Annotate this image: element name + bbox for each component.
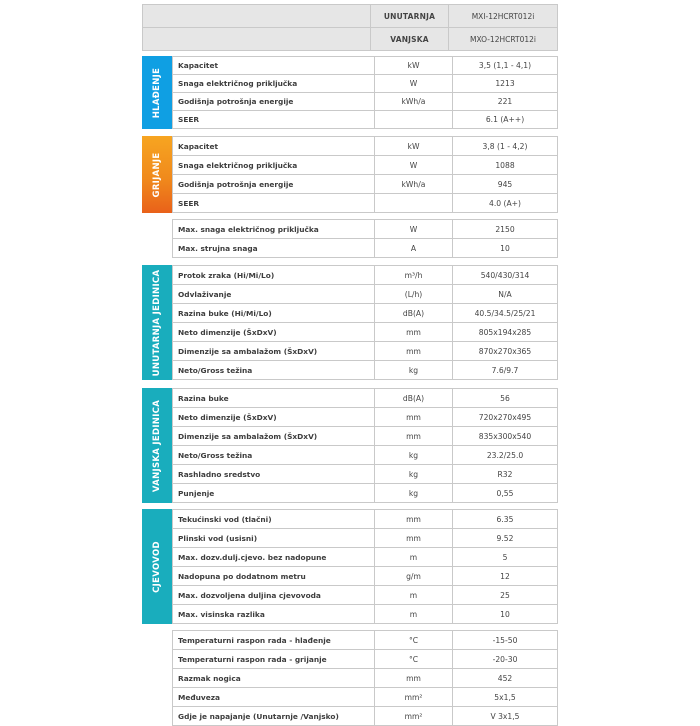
spec-value: N/A — [498, 289, 512, 299]
spec-name: Razmak nogica — [173, 669, 375, 687]
spec-name: Godišnja potrošnja energije — [173, 175, 375, 193]
table-row — [173, 342, 557, 361]
spec-value: 6.35 — [496, 514, 514, 524]
table-row — [173, 175, 557, 194]
section-label — [142, 136, 172, 213]
table-row — [173, 465, 557, 484]
spec-unit: mm — [375, 342, 453, 360]
table-row — [173, 605, 557, 623]
spec-value: 1213 — [495, 79, 515, 88]
spec-unit: A — [375, 239, 453, 257]
spec-value: 12 — [500, 571, 510, 581]
spec-value: 5 — [502, 552, 508, 562]
spec-unit: m — [375, 605, 453, 623]
table-row — [173, 266, 557, 285]
spec-name: Max. visinska razlika — [173, 605, 375, 623]
spec-unit: mm — [375, 529, 453, 547]
spec-value: 10 — [500, 609, 510, 619]
spec-value: R32 — [497, 469, 513, 479]
table-header — [142, 4, 558, 51]
section-label — [142, 219, 172, 258]
spec-value: 1088 — [495, 160, 515, 170]
spec-name: Dimenzije sa ambalažom (ŠxDxV) — [173, 342, 375, 360]
spec-value: 221 — [497, 97, 513, 106]
table-row — [173, 484, 557, 502]
table-row — [173, 93, 557, 111]
spec-unit: mm — [375, 669, 453, 687]
spec-unit: mm — [375, 408, 453, 426]
spec-value: V 3x1,5 — [490, 711, 520, 721]
section-hladenje — [142, 56, 558, 129]
spec-value: 835x300x540 — [478, 431, 532, 441]
spec-value: 23.2/25.0 — [486, 450, 524, 460]
spec-value: 7.6/9.7 — [491, 365, 519, 375]
section-rows — [172, 509, 558, 624]
table-row — [173, 669, 557, 688]
spec-value: 3,5 (1,1 - 4,1) — [478, 61, 532, 70]
table-row — [173, 285, 557, 304]
spec-value: 805x194x285 — [478, 327, 532, 337]
table-row — [173, 75, 557, 93]
spec-name: Razina buke — [173, 389, 375, 407]
spec-name: Rashladno sredstvo — [173, 465, 375, 483]
spec-name: Max. snaga električnog priključka — [173, 220, 375, 238]
spec-unit: mm — [375, 427, 453, 445]
section-indoor-unit — [142, 265, 558, 380]
section-grijanje — [142, 136, 558, 213]
table-row — [173, 529, 557, 548]
header-indoor-label: UNUTARNJA — [371, 5, 449, 27]
table-row — [173, 688, 557, 707]
spec-name: Max. dozvoljena duljina cjevovoda — [173, 586, 375, 604]
spec-value: 6.1 (A++) — [485, 115, 525, 124]
spec-name: Neto dimenzije (ŠxDxV) — [173, 408, 375, 426]
spec-name: SEER — [173, 194, 375, 212]
header-row-indoor — [143, 5, 557, 28]
section-rows — [172, 265, 558, 380]
spec-value: -20-30 — [492, 654, 518, 664]
spec-value: 5x1,5 — [494, 692, 516, 702]
spec-name: Plinski vod (usisni) — [173, 529, 375, 547]
spec-value: 452 — [497, 673, 513, 683]
spec-name: Temperaturni raspon rada - grijanje — [173, 650, 375, 668]
spec-name: Nadopuna po dodatnom metru — [173, 567, 375, 585]
header-indoor-model: MXI-12HCRT012i — [471, 11, 535, 21]
spec-name: Snaga električnog priključka — [173, 75, 375, 92]
spec-name: Neto dimenzije (ŠxDxV) — [173, 323, 375, 341]
section-label-text: GRIJANJE — [152, 152, 162, 197]
spec-unit: kWh/a — [375, 93, 453, 110]
spec-name: Punjenje — [173, 484, 375, 502]
spec-value: 10 — [500, 243, 510, 253]
table-row — [173, 586, 557, 605]
section-piping — [142, 509, 558, 624]
section-label — [142, 265, 172, 380]
section-rows — [172, 388, 558, 503]
spec-unit: g/m — [375, 567, 453, 585]
spec-unit: kg — [375, 484, 453, 502]
spec-table — [142, 4, 558, 726]
table-row — [173, 156, 557, 175]
section-rows — [172, 56, 558, 129]
table-row — [173, 389, 557, 408]
spec-value: 56 — [500, 393, 510, 403]
spec-value: 540/430/314 — [480, 270, 530, 280]
spec-unit: W — [375, 156, 453, 174]
header-outdoor-label: VANJSKA — [371, 28, 449, 50]
spec-value: -15-50 — [492, 635, 518, 645]
table-row — [173, 650, 557, 669]
spec-name: Odvlaživanje — [173, 285, 375, 303]
spec-unit: mm — [375, 510, 453, 528]
table-row — [173, 57, 557, 75]
spec-name: Razina buke (Hi/Mi/Lo) — [173, 304, 375, 322]
spec-value: 40.5/34.5/25/21 — [474, 308, 536, 318]
spec-name: Gdje je napajanje (Unutarnje /Vanjsko) — [173, 707, 375, 725]
section-label-text: CJEVOVOD — [152, 540, 162, 593]
section-label — [142, 509, 172, 624]
table-row — [173, 220, 557, 239]
section-label-text: VANJSKA JEDINICA — [152, 399, 162, 492]
section-outdoor-unit — [142, 388, 558, 503]
spec-name: Tekućinski vod (tlačni) — [173, 510, 375, 528]
spec-unit: °C — [375, 650, 453, 668]
spec-value: 3,8 (1 - 4,2) — [482, 141, 528, 151]
spec-name: Kapacitet — [173, 137, 375, 155]
spec-value: 0,55 — [496, 488, 514, 498]
table-row — [173, 707, 557, 725]
spec-unit: m — [375, 548, 453, 566]
spec-unit: kg — [375, 361, 453, 379]
spec-value: 9.52 — [496, 533, 514, 543]
spec-unit: m³/h — [375, 266, 453, 284]
header-row-outdoor — [143, 28, 557, 50]
section-rows — [172, 630, 558, 726]
spec-name: Max. strujna snaga — [173, 239, 375, 257]
spec-unit: kWh/a — [375, 175, 453, 193]
section-max-power — [142, 219, 558, 258]
spec-unit: mm — [375, 323, 453, 341]
table-row — [173, 408, 557, 427]
header-blank — [143, 28, 371, 50]
spec-value: 4.0 (A+) — [489, 198, 521, 208]
section-general — [142, 630, 558, 726]
table-row — [173, 446, 557, 465]
table-row — [173, 361, 557, 379]
spec-name: SEER — [173, 111, 375, 128]
section-label — [142, 388, 172, 503]
table-row — [173, 323, 557, 342]
spec-name: Dimenzije sa ambalažom (ŠxDxV) — [173, 427, 375, 445]
table-row — [173, 304, 557, 323]
section-label-text: HLAĐENJE — [152, 67, 162, 118]
table-row — [173, 510, 557, 529]
table-row — [173, 567, 557, 586]
table-row — [173, 111, 557, 128]
spec-name: Protok zraka (Hi/Mi/Lo) — [173, 266, 375, 284]
spec-unit: °C — [375, 631, 453, 649]
spec-name: Međuveza — [173, 688, 375, 706]
spec-unit: kW — [375, 137, 453, 155]
spec-value: 870x270x365 — [478, 346, 532, 356]
spec-unit: kg — [375, 446, 453, 464]
spec-value: 25 — [500, 590, 510, 600]
table-row — [173, 137, 557, 156]
spec-unit — [375, 194, 453, 212]
spec-name: Neto/Gross težina — [173, 446, 375, 464]
spec-unit: dB(A) — [375, 389, 453, 407]
spec-unit: mm² — [375, 707, 453, 725]
table-row — [173, 427, 557, 446]
table-row — [173, 548, 557, 567]
spec-name: Kapacitet — [173, 57, 375, 74]
spec-unit: W — [375, 75, 453, 92]
section-rows — [172, 136, 558, 213]
table-row — [173, 194, 557, 212]
spec-value: 945 — [497, 179, 513, 189]
section-label — [142, 630, 172, 726]
spec-value: 720x270x495 — [478, 412, 532, 422]
section-label — [142, 56, 172, 129]
spec-name: Snaga električnog priključka — [173, 156, 375, 174]
spec-name: Temperaturni raspon rada - hlađenje — [173, 631, 375, 649]
spec-unit — [375, 111, 453, 128]
spec-value: 2150 — [495, 224, 515, 234]
section-rows — [172, 219, 558, 258]
spec-name: Godišnja potrošnja energije — [173, 93, 375, 110]
section-label-text: UNUTARNJA JEDINICA — [152, 269, 162, 376]
header-outdoor-model: MXO-12HCRT012i — [469, 34, 536, 44]
spec-unit: kW — [375, 57, 453, 74]
spec-unit: (L/h) — [375, 285, 453, 303]
spec-unit: m — [375, 586, 453, 604]
header-blank — [143, 5, 371, 27]
spec-name: Neto/Gross težina — [173, 361, 375, 379]
spec-unit: W — [375, 220, 453, 238]
sections-container — [142, 56, 558, 726]
spec-unit: kg — [375, 465, 453, 483]
spec-name: Max. dozv.dulj.cjevo. bez nadopune — [173, 548, 375, 566]
table-row — [173, 239, 557, 257]
spec-unit: dB(A) — [375, 304, 453, 322]
table-row — [173, 631, 557, 650]
spec-unit: mm² — [375, 688, 453, 706]
